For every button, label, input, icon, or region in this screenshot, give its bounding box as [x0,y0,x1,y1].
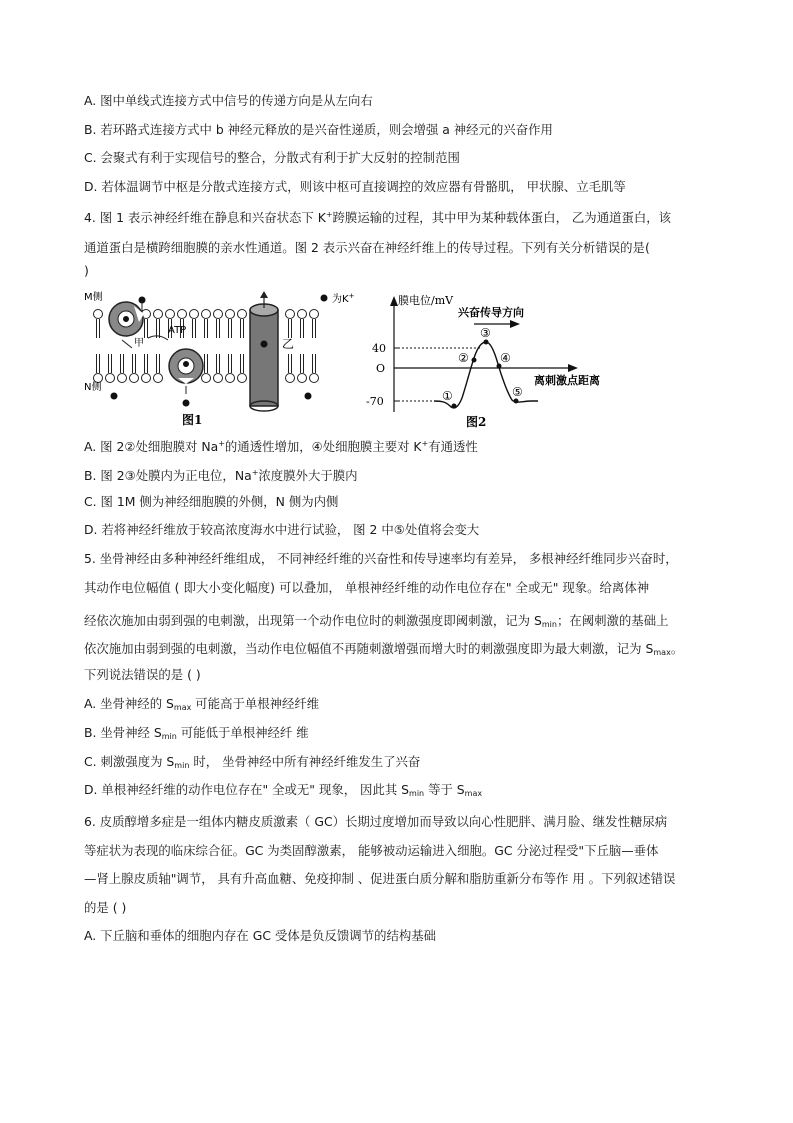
lipid-tail [133,354,136,373]
tick-0: O [376,362,386,375]
q5-option-c [84,754,420,774]
q5-a-sub: max [173,703,192,712]
jia-label: 甲 [134,338,144,349]
lipid-tail [241,319,244,338]
q5-a-part2: 可能高于单根神经纤维 [195,696,320,711]
lipid-tail [97,319,100,338]
lipid-head [202,310,211,319]
figure-2-caption: 图2 [466,415,487,429]
q5-option-d [84,782,482,802]
lipid-head [166,310,175,319]
point-2-label: ② [458,351,469,365]
q6-stem-line2: 等症状为表现的临床综合征。GC 为类固醇激素， 能够被动运输进入细胞。GC 分泌过程受"下丘脑—垂体 [84,843,659,858]
lipid-head [298,374,307,383]
channel-protein-yi [250,291,278,411]
q5-l3-text-cont: ；在阈刺激的基础上 [556,613,669,628]
q4-a-part3: 有通透性 [428,439,478,454]
lipid-head [310,374,319,383]
q4-b-part1: B. 图 2③处膜内为正电位，Na [84,468,252,483]
lipid-tail [193,319,196,338]
lipid-head [298,310,307,319]
lipid-tail [241,354,244,373]
lipid-head [310,310,319,319]
lipid-tail [109,354,112,373]
q4-stem-text: 4. 图 1 表示神经纤维在静息和兴奋状态下 K [84,210,326,225]
carrier-protein-jia [109,302,144,336]
q5-stem-line1: 5. 坐骨神经由多种神经纤维组成， 不同神经纤维的兴奋性和传导速率均有差异， 多根神经纤维同步兴奋时， [84,551,678,566]
x-axis-label: 离刺激点距离 [534,374,600,387]
lipid-head [178,310,187,319]
lipid-head [190,310,199,319]
lipid-head [130,374,139,383]
q5-d-part2: 等于 S [428,782,465,797]
yi-label: 乙 [282,337,295,351]
q5-c-part1: C. 刺激强度为 S [84,754,175,769]
figure-1-membrane [84,286,374,426]
m-side-label: M侧 [84,292,103,303]
lipid-tail [145,319,148,338]
q3-option-d: D. 若体温调节中枢是分散式连接方式，则该中枢可直接调控的效应器有骨骼肌， 甲状腺、立毛肌等 [84,179,626,194]
q5-d-sub2: max [464,789,483,798]
q5-c-part2: 时， 坐骨神经中所有神经纤维发生了兴奋 [193,754,421,769]
lipid-tail [229,354,232,373]
q5-option-b [84,725,309,745]
q5-l3-sub: min [541,620,557,629]
lipid-tail [289,354,292,373]
lipid-tail [217,354,220,373]
tick-minus-70: -70 [366,395,384,408]
k-ion-dot [183,400,190,407]
atp-label: ATP [168,325,187,336]
q4-stem-line3: ) [84,263,89,278]
lipid-tail [205,319,208,338]
lipid-head [142,374,151,383]
k-legend-dot [321,295,328,302]
lipid-head [154,310,163,319]
q5-b-part2: 可能低于单根神经纤 维 [180,725,309,740]
lipid-tail [289,319,292,338]
lipid-tail [157,354,160,373]
k-ion-dot [111,393,118,400]
point-3-marker [484,340,489,345]
q4-a-part2: 的通透性增加，④处细胞膜主要对 K [224,439,422,454]
lipid-tail [145,354,148,373]
q4-option-a: A. 图 2②处细胞膜对 Na+的通透性增加，④处细胞膜主要对 K+有通透性 [84,439,478,454]
q6-stem-line3: —肾上腺皮质轴"调节， 具有升高血糖、免疫抑制 、促进蛋白质分解和脂肪重新分布等作 用 。下列叙述错误 [84,871,676,886]
q5-l4-text-cont: 。 [670,641,684,656]
point-5-label: ⑤ [512,385,523,399]
q5-stem-line2: 其动作电位幅值 ( 即大小变化幅度) 可以叠加， 单根神经纤维的动作电位存在" 全或无" 现象。给离体神 [84,580,650,595]
q5-option-a [84,696,319,716]
q5-stem-line3 [84,613,668,633]
q4-a-part1: A. 图 2②处细胞膜对 Na [84,439,219,454]
figure-2-chart [362,290,622,430]
lipid-tail [217,319,220,338]
tick-40: 40 [372,342,386,355]
lipid-head [118,374,127,383]
point-1-marker [452,404,457,409]
q5-d-sub1: min [409,789,425,798]
lipid-tail [121,354,124,373]
conduction-direction-label: 兴奋传导方向 [458,306,524,319]
k-ion-dot [305,393,312,400]
point-3-label: ③ [480,326,491,340]
lipid-head [214,310,223,319]
q5-l4-sub: max [653,648,671,657]
q6-stem-line4: 的是 ( ) [84,900,127,915]
q3-option-a: A. 图中单线式连接方式中信号的传递方向是从左向右 [84,93,373,108]
lipid-head [286,310,295,319]
q3-option-b: B. 若环路式连接方式中 b 神经元释放的是兴奋性递质，则会增强 a 神经元的兴奋作用 [84,122,553,137]
q4-stem-text-cont: 跨膜运输的过程，其中甲为某种载体蛋白， 乙为通道蛋白，该 [332,210,672,225]
q4-stem-line1: 4. 图 1 表示神经纤维在静息和兴奋状态下 K+跨膜运输的过程，其中甲为某种载体蛋白， 乙为通道蛋白，该 [84,210,672,225]
lipid-head [286,374,295,383]
lipid-head [238,310,247,319]
q5-stem-line4 [84,641,683,661]
q4-b-part2: 浓度膜外大于膜内 [258,468,358,483]
point-1-label: ① [442,389,453,403]
lipid-tail [97,354,100,373]
point-2-marker [472,358,477,363]
q6-option-a: A. 下丘脑和垂体的细胞内存在 GC 受体是负反馈调节的结构基础 [84,928,437,943]
q4-stem-line2: 通道蛋白是横跨细胞膜的亲水性通道。图 2 表示兴奋在神经纤维上的传导过程。下列有关分析错误的是( [84,240,650,255]
figure-1-caption: 图1 [182,413,203,426]
lipid-tail [313,354,316,373]
lipid-head [226,310,235,319]
q5-b-part1: B. 坐骨神经 S [84,725,162,740]
n-side-label: N侧 [84,382,102,393]
q6-stem-line1: 6. 皮质醇增多症是一组体内糖皮质激素（ GC）长期过度增加而导致以向心性肥胖、满月脸、继发性糖尿病 [84,814,668,829]
point-5-marker [514,399,519,404]
q4-option-c: C. 图 1M 侧为神经细胞膜的外侧，N 侧为内侧 [84,494,339,509]
lipid-head [214,374,223,383]
q5-c-sub: min [174,761,190,770]
q5-a-part1: A. 坐骨神经的 S [84,696,174,711]
k-legend-label: 为K+ [332,292,355,305]
lipid-tail [301,319,304,338]
q4-option-b: B. 图 2③处膜内为正电位，Na+浓度膜外大于膜内 [84,468,358,483]
point-4-label: ④ [500,351,511,365]
lipid-head [106,374,115,383]
q5-l4-text: 依次施加由弱到强的电刺激，当动作电位幅值不再随刺激增强而增大时的刺激强度即为最大刺激，记为 S [84,641,654,656]
carrier-protein-jia-lower [169,349,203,384]
q4-option-d: D. 若将神经纤维放于较高浓度海水中进行试验， 图 2 中⑤处值将会变大 [84,522,480,537]
lipid-head [94,310,103,319]
lipid-head [154,374,163,383]
lipid-tail [205,354,208,373]
lipid-head [202,374,211,383]
q5-d-part1: D. 单根神经纤维的动作电位存在" 全或无" 现象， 因此其 S [84,782,410,797]
q5-stem-line5: 下列说法错误的是 ( ) [84,667,201,682]
lipid-tail [301,354,304,373]
lipid-tail [313,319,316,338]
lipid-tail [229,319,232,338]
lipid-head [226,374,235,383]
lipid-tail [157,319,160,338]
q5-b-sub: min [161,732,177,741]
q3-option-c: C. 会聚式有利于实现信号的整合，分散式有利于扩大反射的控制范围 [84,150,460,165]
lipid-head [238,374,247,383]
y-axis-label: 膜电位/mV [398,294,454,307]
q5-l3-text: 经依次施加由弱到强的电刺激，出现第一个动作电位时的刺激强度即阈刺激，记为 S [84,613,542,628]
